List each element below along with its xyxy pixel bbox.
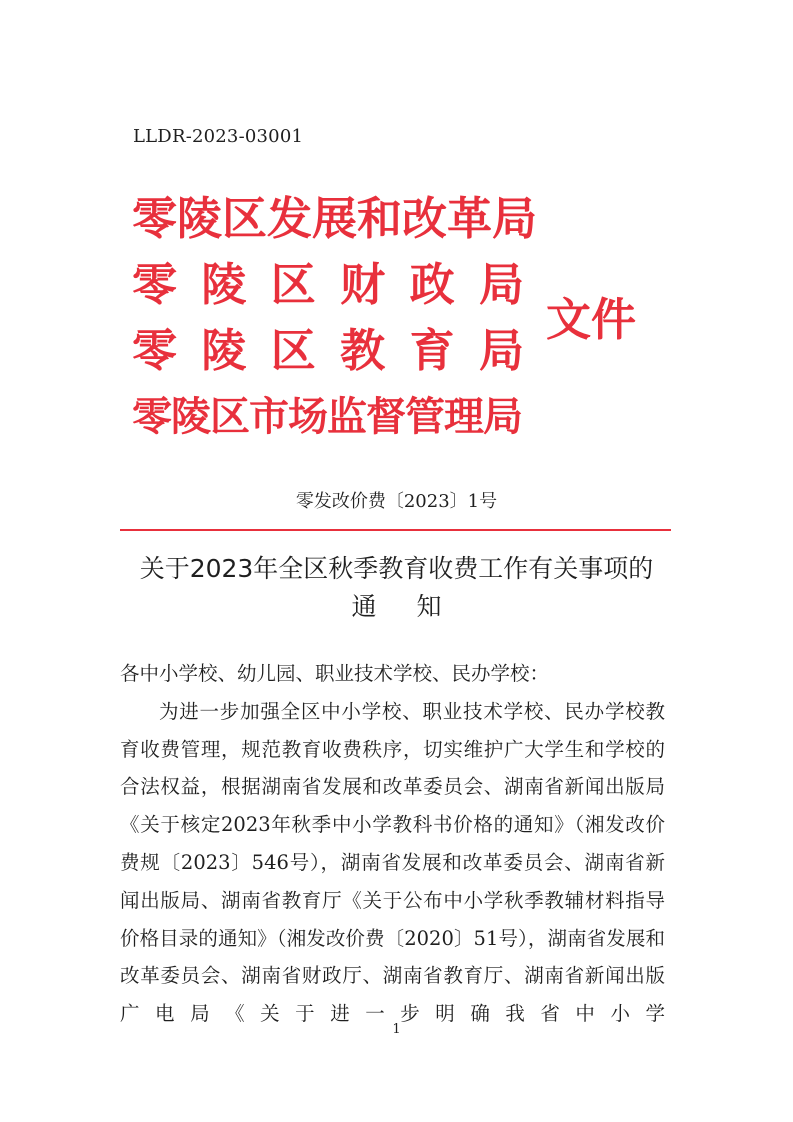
body-paragraph: 为进一步加强全区中小学校、职业技术学校、民办学校教育收费管理，规范教育收费秩序，切实维护广大学生和学校的合法权益，根据湖南省发展和改革委员会、湖南省新闻出版局《关于核定2023年秋季中小学教科书价格的通知》（湘发改价费规〔2023〕546号），湖南省发展和改革委员会、湖南省新闻出版局、湖南省教育厅《关于公布中小学秋季教辅材料指导价格目录的通知》（湘发改价费〔2020〕51号），湖南省发展和改革委员会、湖南省财政厅、湖南省教育厅、湖南省新闻出版广电局《关于进一步明确我省中小学 (120, 699, 665, 1026)
title-line-1: 关于2023年全区秋季教育收费工作有关事项的 (139, 554, 654, 583)
document-number: 零发改价费〔2023〕1号 (295, 491, 498, 512)
agency-char: 政 (409, 258, 455, 311)
agency-char: 零 (132, 324, 178, 377)
agency-char: 财 (340, 258, 386, 311)
agency-char: 区 (270, 324, 316, 377)
agency-finance (132, 256, 524, 314)
agency-char: 局 (478, 324, 524, 377)
agency-char: 陵 (201, 258, 247, 311)
document-code: LLDR-2023-03001 (133, 126, 304, 147)
agency-education (132, 322, 524, 380)
document-body (120, 655, 665, 1033)
agency-char: 局 (478, 258, 524, 311)
document-title (0, 550, 793, 626)
agency-market-supervision: 零陵区市场监督管理局 (132, 394, 522, 440)
document-header (0, 0, 793, 470)
title-line-2: 通知 (351, 592, 482, 621)
agency-char: 零 (132, 258, 178, 311)
document-suffix: 文件 (546, 293, 637, 346)
agency-char: 教 (340, 324, 386, 377)
agency-char: 育 (409, 324, 455, 377)
agency-development-reform: 零陵区发展和改革局 (132, 192, 538, 245)
agency-char: 区 (270, 258, 316, 311)
red-divider (120, 529, 671, 531)
page-number: 1 (392, 1022, 401, 1037)
agency-char: 陵 (201, 324, 247, 377)
salutation: 各中小学校、幼儿园、职业技术学校、民办学校： (120, 662, 550, 685)
